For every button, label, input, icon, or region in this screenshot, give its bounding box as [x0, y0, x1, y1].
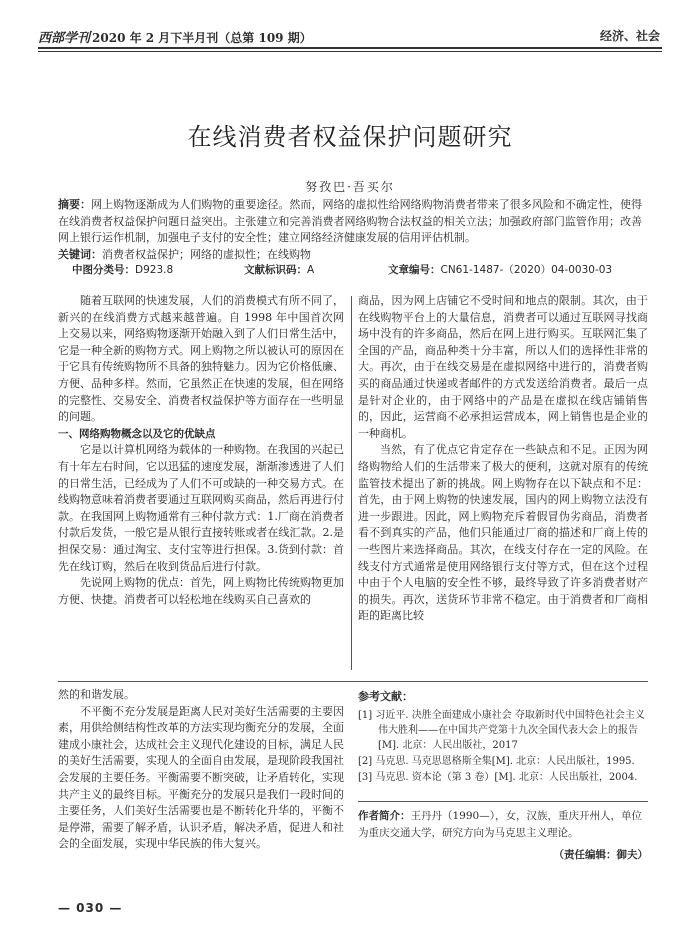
header-rule — [38, 47, 662, 49]
section-heading: 一、网络购物概念以及它的优缺点 — [58, 427, 216, 440]
reference-item: [1] 习近平. 决胜全面建成小康社会 夺取新时代中国特色社会主义伟大胜利——在中国共产党第十九次全国代表大会上的报告[M]. 北京：人民出版社，2017 — [358, 710, 645, 751]
article-title: 在线消费者权益保护问题研究 — [187, 123, 513, 151]
editor-note: （责任编辑：御夫） — [553, 849, 648, 861]
column-divider — [351, 296, 352, 670]
references-block — [358, 689, 648, 863]
body-column-right — [358, 293, 648, 625]
paragraph: 先说网上购物的优点：首先，网上购物比传统购物更加方便、快捷。消费者可以轻松地在线购买自己喜欢的 — [58, 576, 344, 606]
keywords-text: 消费者权益保护；网络的虚拟性；在线购物 — [102, 247, 311, 261]
journal-logo: 西部学刊 — [38, 31, 91, 46]
author-bio-text: 王丹丹（1990—），女，汉族，重庆开州人，单位为重庆交通大学，研究方向为马克思主义理论。 — [358, 810, 642, 839]
references-rule — [358, 801, 648, 802]
author-bio — [358, 808, 648, 842]
author-bio-label: 作者简介： — [358, 810, 411, 822]
reference-item: [3] 马克思. 资本论（第 3 卷）[M]. 北京：人民出版社，2004. — [358, 772, 638, 783]
page-number: — 030 — — [58, 901, 123, 915]
paragraph: 不平衡不充分发展是距离人民对美好生活需要的主要因素，用供给侧结构性改革的方法实现均衡充分的发展，全面建成小康社会，达成社会主义现代化建设的目标，满足人民的美好生活需要，实现人的全面自由发展，是现阶段我国社会发展的主要任务。平衡需要不断突破，让矛盾转化，实现共产主义的最终目标。平衡充分的发展只是我们一段时间的主要任务，人们美好生活需要也是不断转化升华的，平衡不是停滞，需要了解矛盾，认识矛盾，解决矛盾，促进人和社会的全面发展，实现中华民族的伟大复兴。 — [58, 704, 344, 851]
paragraph: 当然，有了优点它肯定存在一些缺点和不足。正因为网络购物给人们的生活带来了极大的便利，这就对原有的传统监管技术提出了新的挑战。网上购物存在以下缺点和不足：首先，由于网上购物的快速发展，国内的网上购物立法没有进一步跟进。因此，网上购物充斥着假冒伪劣商品，消费者看不到真实的产品，他们只能通过厂商的描述和厂商上传的一些图片来选择商品。其次，在线支付存在一定的风险。在线支付方式通常是使用网络银行支付等方式，但在这个过程中由于个人电脑的安全性不够，最终导致了许多消费者财产的损失。再次，送货环节非常不稳定。由于消费者和厂商相距的距离比较 — [358, 443, 648, 623]
abstract-label: 摘要： — [58, 198, 92, 211]
article-author: 努孜巴·吾买尔 — [305, 180, 395, 194]
clc-number: 中图分类号：D923.8 — [72, 264, 174, 276]
abstract — [58, 197, 642, 263]
paragraph: 商品，因为网上店铺它不受时间和地点的限制。其次，由于在线购物平台上的大量信息，消费者可以通过互联网寻找商场中没有的许多商品，然后在网上进行购买。互联网汇集了全国的产品，商品种类十分丰富，所以人们的选择性非常的大。再次，由于在线交易是在虚拟网络中进行的，消费者购买的商品通过快递或者邮件的方式发送给消费者。最后一点是针对企业的，由于网络中的产品是在虚拟在线店铺销售的，因此，运营商不必承担运营成本，网上销售也是企业的一种商机。 — [358, 294, 648, 440]
paragraph: 然的和谐发展。 — [58, 688, 135, 701]
journal-header — [38, 27, 312, 46]
abstract-text: 网上购物逐渐成为人们购物的重要途径。然而，网络的虚拟性给网络购物消费者带来了很多风险和不确定性，使得在线消费者权益保护问题日益突出。主张建立和完善消费者网络购物合法权益的相关立法；加强政府部门监管作用；改善网上银行运作机制，加强电子支付的安全性；建立网络经济健康发展的信用评估机制。 — [58, 198, 643, 244]
article-separator — [58, 681, 648, 682]
paragraph: 它是以计算机网络为载体的一种购物。在我国的兴起已有十年左右时间，它以迅猛的速度发展，渐渐渗透进了人们的日常生活，已经成为了人们不可或缺的一种交易方式。在线购物意味着消费者要通过互联网购买商品，然后再进行付款。在我国网上购物通常有三种付款方式：1.厂商在消费者付款后发货，一般它是从银行直接转账或者在线汇款。2.是担保交易：通过淘宝、支付宝等进行担保。3.货到付款：首先在线订购，然后在收到货品后进行付款。 — [58, 443, 344, 573]
paragraph: 随着互联网的快速发展，人们的消费模式有所不同了，新兴的在线消费方式越来越普遍。自 1998 年中国首次网上交易以来，网络购物逐渐开始融入到了人们日常生活中，它是一种全新的购物方式。网上购物之所以被认可的原因在于它具有传统购物所不具备的独特魅力。因为它价格低廉、方便、品种多样。然而，它虽然正在快速的发展，但在网络的完整性、交易安全、消费者权益保护等方面存在一些明显的问题。 — [58, 294, 344, 424]
section-label: 经济、社会 — [599, 29, 660, 43]
article-number: 文章编号：CN61-1487-（2020）04-0030-03 — [388, 264, 613, 276]
prev-article-column — [58, 687, 344, 853]
issue-info: 2020 年 2 月下半月刊（总第 109 期） — [92, 31, 312, 45]
reference-item: [2] 马克思. 马克思恩格斯全集[M]. 北京：人民出版社，1995. — [358, 756, 635, 767]
doc-code: 文献标识码：A — [244, 264, 315, 276]
header-rule-thin — [38, 51, 662, 52]
body-column-left — [58, 293, 344, 608]
references-title: 参考文献： — [358, 690, 413, 703]
keywords-label: 关键词： — [58, 247, 102, 261]
